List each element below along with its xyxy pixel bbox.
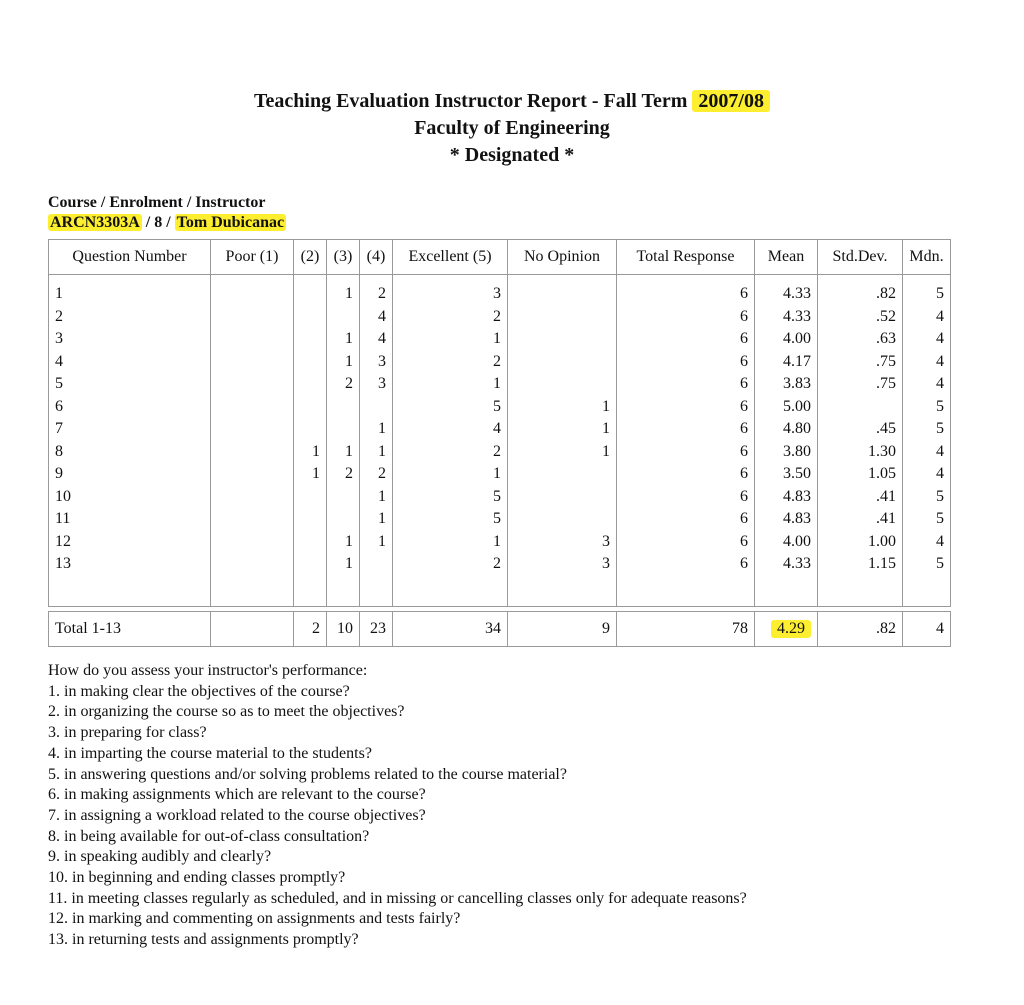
total-cell: 4 <box>903 611 951 646</box>
question-item: 5. in answering questions and/or solving problems related to the course material? <box>48 765 567 783</box>
table-cell: 6 <box>617 328 755 351</box>
table-cell <box>211 306 294 329</box>
table-cell <box>294 531 327 554</box>
table-cell: 2 <box>327 463 360 486</box>
total-cell: .82 <box>818 611 903 646</box>
total-cell: 2 <box>294 611 327 646</box>
table-cell: 5 <box>903 508 951 531</box>
total-cell: 9 <box>508 611 617 646</box>
instructor-name: Tom Dubicanac <box>176 214 285 231</box>
table-cell: 5 <box>903 418 951 441</box>
table-cell <box>294 486 327 509</box>
table-cell: 4 <box>903 441 951 464</box>
table-cell: 6 <box>617 463 755 486</box>
evaluation-table <box>48 239 951 647</box>
table-cell: 1 <box>508 441 617 464</box>
table-cell: 1 <box>360 531 393 554</box>
table-cell: 1 <box>294 463 327 486</box>
table-cell: 5 <box>903 396 951 419</box>
table-cell: 4.33 <box>755 306 818 329</box>
table-cell: 6 <box>617 373 755 396</box>
table-cell: 5.00 <box>755 396 818 419</box>
table-cell <box>360 553 393 576</box>
question-number-cell: 11 <box>49 508 211 531</box>
table-cell: 5 <box>903 275 951 306</box>
question-number-cell: 7 <box>49 418 211 441</box>
table-cell <box>294 553 327 576</box>
table-row <box>49 396 951 419</box>
table-cell <box>508 463 617 486</box>
table-cell <box>211 351 294 374</box>
col-header-mean: Mean <box>755 240 818 275</box>
total-cell: 23 <box>360 611 393 646</box>
total-cell: 10 <box>327 611 360 646</box>
table-cell: .63 <box>818 328 903 351</box>
table-cell: 1.05 <box>818 463 903 486</box>
table-cell: .41 <box>818 508 903 531</box>
table-cell: 3.83 <box>755 373 818 396</box>
table-cell: .75 <box>818 373 903 396</box>
table-cell <box>294 351 327 374</box>
table-cell: 1.00 <box>818 531 903 554</box>
total-mean-highlight: 4.29 <box>771 620 811 638</box>
table-row <box>49 275 951 306</box>
table-cell <box>211 508 294 531</box>
question-item: 7. in assigning a workload related to the course objectives? <box>48 806 426 824</box>
col-header-poor: Poor (1) <box>211 240 294 275</box>
table-cell <box>211 553 294 576</box>
table-cell: 6 <box>617 531 755 554</box>
table-cell: 2 <box>393 441 508 464</box>
col-header-median: Mdn. <box>903 240 951 275</box>
table-cell: 6 <box>617 351 755 374</box>
table-cell: 2 <box>393 306 508 329</box>
question-number-cell: 12 <box>49 531 211 554</box>
table-cell: 4 <box>903 463 951 486</box>
table-cell: 6 <box>617 508 755 531</box>
table-cell: 5 <box>393 486 508 509</box>
table-cell <box>211 373 294 396</box>
table-cell <box>360 396 393 419</box>
table-cell <box>327 306 360 329</box>
table-cell <box>508 373 617 396</box>
table-cell <box>294 508 327 531</box>
table-cell: 5 <box>393 508 508 531</box>
faculty-name: Faculty of Engineering <box>414 117 610 139</box>
table-cell: 4 <box>903 373 951 396</box>
question-number-cell: 13 <box>49 553 211 576</box>
table-cell: 1 <box>294 441 327 464</box>
table-row <box>49 306 951 329</box>
table-cell <box>327 508 360 531</box>
table-cell: 3 <box>508 531 617 554</box>
question-number-cell: 1 <box>49 275 211 306</box>
question-item: 6. in making assignments which are relevant to the course? <box>48 786 426 804</box>
table-cell <box>211 328 294 351</box>
table-row <box>49 463 951 486</box>
question-item: 10. in beginning and ending classes promptly? <box>48 869 346 887</box>
table-cell <box>508 508 617 531</box>
table-cell: 1 <box>327 441 360 464</box>
report-title <box>0 88 1024 115</box>
question-number-cell: 8 <box>49 441 211 464</box>
total-row <box>49 611 951 646</box>
table-cell: 1 <box>360 508 393 531</box>
table-cell: 6 <box>617 275 755 306</box>
table-cell <box>508 306 617 329</box>
table-cell: 4.00 <box>755 531 818 554</box>
question-item: 2. in organizing the course so as to meet the objectives? <box>48 703 405 721</box>
question-item: 13. in returning tests and assignments promptly? <box>48 931 359 949</box>
table-row <box>49 486 951 509</box>
table-cell: 3 <box>508 553 617 576</box>
table-row <box>49 441 951 464</box>
table-cell: 6 <box>617 441 755 464</box>
table-cell: 1 <box>327 275 360 306</box>
table-cell <box>211 275 294 306</box>
table-cell: 1 <box>360 486 393 509</box>
table-cell: 1 <box>508 418 617 441</box>
table-cell: 6 <box>617 396 755 419</box>
table-cell: 1 <box>327 531 360 554</box>
table-cell: 4.80 <box>755 418 818 441</box>
table-row <box>49 351 951 374</box>
table-cell: 1 <box>393 373 508 396</box>
table-row <box>49 373 951 396</box>
col-header-total-response: Total Response <box>617 240 755 275</box>
course-line <box>48 213 286 233</box>
table-cell <box>294 373 327 396</box>
table-cell: 6 <box>617 306 755 329</box>
table-cell: 4 <box>393 418 508 441</box>
table-cell: 2 <box>360 275 393 306</box>
table-cell <box>508 351 617 374</box>
table-row <box>49 553 951 576</box>
table-cell: 4.33 <box>755 553 818 576</box>
table-cell: 6 <box>617 553 755 576</box>
table-cell <box>211 486 294 509</box>
table-cell: .45 <box>818 418 903 441</box>
total-label: Total 1-13 <box>49 611 211 646</box>
table-row <box>49 418 951 441</box>
col-header-question: Question Number <box>49 240 211 275</box>
question-item: 3. in preparing for class? <box>48 724 207 742</box>
table-cell: 1 <box>327 553 360 576</box>
table-cell: 4.83 <box>755 508 818 531</box>
table-cell <box>294 275 327 306</box>
table-cell <box>508 275 617 306</box>
table-cell: .41 <box>818 486 903 509</box>
course-code: ARCN3303A <box>50 214 140 231</box>
table-cell: 4.83 <box>755 486 818 509</box>
table-cell: 1 <box>327 328 360 351</box>
table-cell <box>294 306 327 329</box>
table-cell: 3.80 <box>755 441 818 464</box>
col-header-no-opinion: No Opinion <box>508 240 617 275</box>
enrolment: / 8 / <box>141 214 175 231</box>
question-list <box>48 661 747 951</box>
table-row <box>49 328 951 351</box>
table-cell <box>327 486 360 509</box>
table-cell: 4 <box>903 531 951 554</box>
table-cell: 5 <box>393 396 508 419</box>
table-cell: 1 <box>393 328 508 351</box>
question-number-cell: 5 <box>49 373 211 396</box>
table-cell: 1 <box>508 396 617 419</box>
table-cell: 2 <box>360 463 393 486</box>
table-cell: 4.33 <box>755 275 818 306</box>
table-cell: 1 <box>393 531 508 554</box>
question-number-cell: 2 <box>49 306 211 329</box>
table-header-row <box>49 240 951 275</box>
table-cell: .82 <box>818 275 903 306</box>
table-cell: 1 <box>360 418 393 441</box>
col-header-3: (3) <box>327 240 360 275</box>
table-cell <box>211 441 294 464</box>
table-cell: 1.15 <box>818 553 903 576</box>
question-number-cell: 3 <box>49 328 211 351</box>
question-item: 1. in making clear the objectives of the course? <box>48 682 350 700</box>
table-cell <box>211 531 294 554</box>
table-cell: 1 <box>360 441 393 464</box>
question-item: 8. in being available for out-of-class consultation? <box>48 827 370 845</box>
table-body <box>49 275 951 607</box>
table-cell: 4.17 <box>755 351 818 374</box>
table-cell: 4 <box>360 306 393 329</box>
col-header-4: (4) <box>360 240 393 275</box>
table-cell: 6 <box>617 486 755 509</box>
table-cell: 1 <box>327 351 360 374</box>
col-header-std-dev: Std.Dev. <box>818 240 903 275</box>
table-cell: 3.50 <box>755 463 818 486</box>
question-item: 11. in meeting classes regularly as scheduled, and in missing or cancelling classes only for adequate reasons? <box>48 889 747 907</box>
question-intro: How do you assess your instructor's performance: <box>48 662 368 679</box>
term-year-highlight: 2007/08 <box>692 90 770 112</box>
question-item: 4. in imparting the course material to the students? <box>48 744 372 762</box>
table-cell <box>211 418 294 441</box>
col-header-excellent: Excellent (5) <box>393 240 508 275</box>
table-cell <box>508 486 617 509</box>
designation-label: * Designated * <box>449 144 575 166</box>
table-cell <box>294 328 327 351</box>
course-info <box>48 193 286 233</box>
total-cell: 34 <box>393 611 508 646</box>
report-title-text: Teaching Evaluation Instructor Report - Fall Term <box>254 90 693 112</box>
table-cell: .52 <box>818 306 903 329</box>
report-header <box>0 88 1024 169</box>
question-number-cell: 6 <box>49 396 211 419</box>
table-cell: 4 <box>903 351 951 374</box>
table-cell: 1 <box>393 463 508 486</box>
table-cell: 3 <box>360 351 393 374</box>
total-cell <box>211 611 294 646</box>
table-cell <box>508 328 617 351</box>
table-cell <box>294 418 327 441</box>
table-cell: 5 <box>903 553 951 576</box>
table-cell <box>211 396 294 419</box>
table-cell: 3 <box>393 275 508 306</box>
table-cell: 5 <box>903 486 951 509</box>
table-cell: .75 <box>818 351 903 374</box>
table-cell: 4 <box>360 328 393 351</box>
table-cell <box>327 418 360 441</box>
question-number-cell: 9 <box>49 463 211 486</box>
table-cell: 2 <box>327 373 360 396</box>
table-cell: 1.30 <box>818 441 903 464</box>
question-number-cell: 10 <box>49 486 211 509</box>
table-cell: 6 <box>617 418 755 441</box>
question-number-cell: 4 <box>49 351 211 374</box>
table-cell: 4.00 <box>755 328 818 351</box>
table-cell <box>294 396 327 419</box>
table-cell <box>211 463 294 486</box>
total-cell: 78 <box>617 611 755 646</box>
table-cell: 2 <box>393 351 508 374</box>
table-cell <box>327 396 360 419</box>
question-item: 12. in marking and commenting on assignments and tests fairly? <box>48 910 461 928</box>
table-row <box>49 531 951 554</box>
table-cell: 4 <box>903 328 951 351</box>
question-item: 9. in speaking audibly and clearly? <box>48 848 272 866</box>
table-cell: 4 <box>903 306 951 329</box>
table-cell: 3 <box>360 373 393 396</box>
course-label: Course / Enrolment / Instructor <box>48 194 266 211</box>
total-mean-cell <box>755 611 818 646</box>
table-cell <box>818 396 903 419</box>
col-header-2: (2) <box>294 240 327 275</box>
table-cell: 2 <box>393 553 508 576</box>
table-row <box>49 508 951 531</box>
